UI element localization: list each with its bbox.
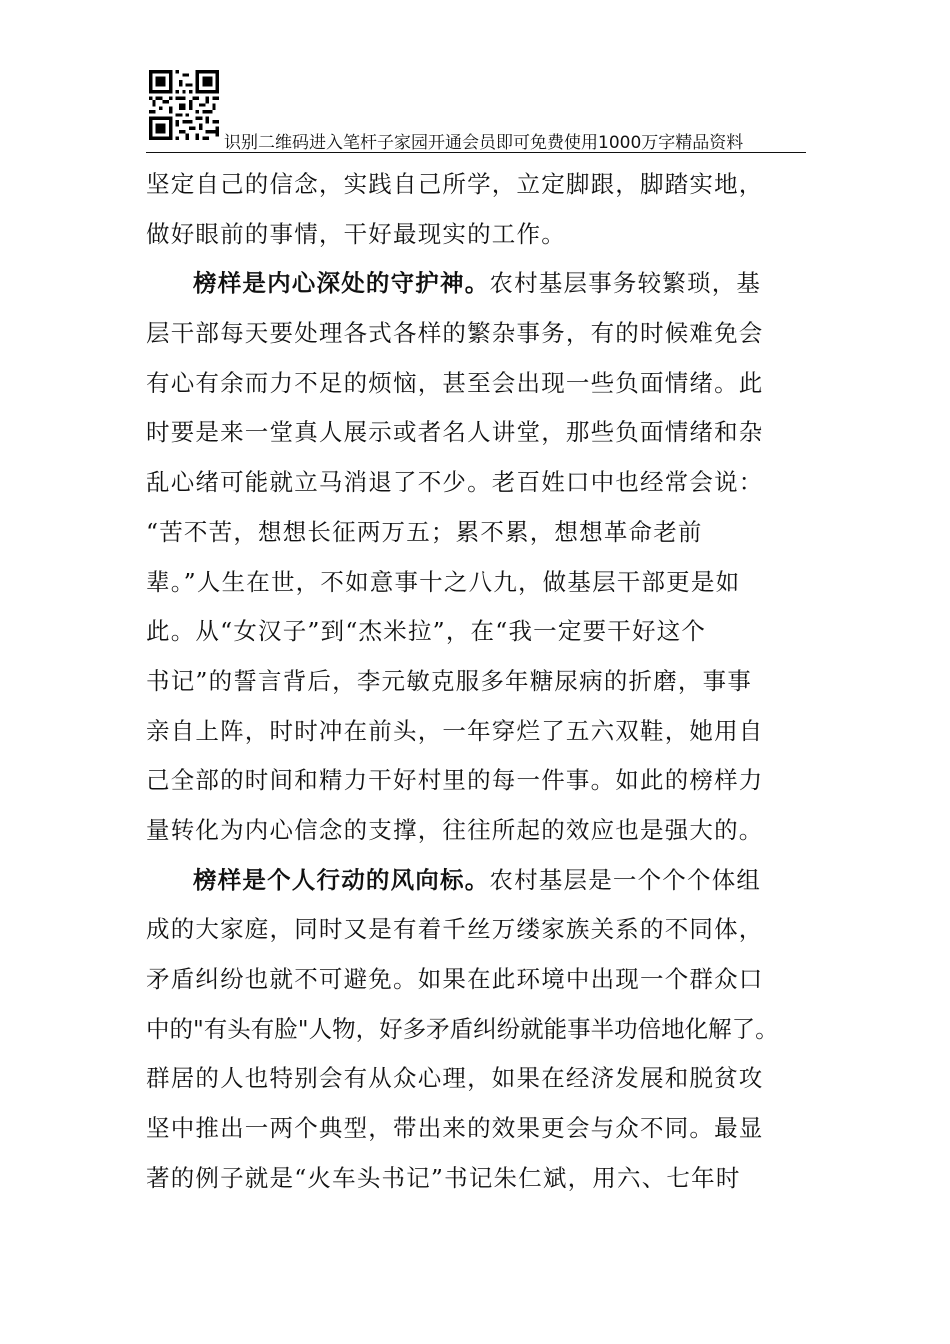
paragraph-text: 农村基层事务较繁琐，基 [489, 269, 762, 298]
paragraph-line: 层干部每天要处理各式各样的繁杂事务，有的时候难免会 [146, 319, 764, 348]
paragraph-line: 矛盾纠纷也就不可避免。如果在此环境中出现一个群众口 [146, 965, 764, 993]
paragraph-line: 坚定自己的信念，实践自己所学，立定脚跟，脚踏实地， [146, 170, 764, 198]
paragraph-line: 己全部的时间和精力干好村里的每一件事。如此的榜样力 [146, 766, 764, 795]
paragraph-first-line [146, 856, 806, 906]
paragraph-line: 做好眼前的事情，干好最现实的工作。 [146, 219, 566, 248]
paragraph-line: 中的"有头有脸"人物，好多矛盾纠纷就能事半功倍地化解了。 [146, 1014, 779, 1043]
paragraph-line: 乱心绪可能就立马消退了不少。老百姓口中也经常会说： [146, 468, 764, 497]
paragraph-heading: 榜样是内心深处的守护神。 [193, 269, 490, 298]
paragraph-heading: 榜样是个人行动的风向标。 [193, 865, 490, 894]
paragraph-line: 亲自上阵，时时冲在前头，一年穿烂了五六双鞋，她用自 [146, 716, 764, 745]
paragraph-line: 有心有余而力不足的烦恼，甚至会出现一些负面情绪。此 [146, 368, 764, 397]
paragraph-line: 此。从“女汉子”到“杰米拉”，在“我一定要干好这个 [146, 617, 707, 646]
paragraph [146, 856, 806, 1204]
paragraph-line: “苦不苦，想想长征两万五；累不累，想想革命老前 [146, 517, 703, 546]
paragraph-first-line [146, 259, 806, 309]
paragraph-line: 坚中推出一两个典型，带出来的效果更会与众不同。最显 [146, 1114, 764, 1143]
paragraph-text: 农村基层是一个个个体组 [489, 865, 762, 894]
header-divider [146, 152, 806, 153]
paragraph-line: 量转化为内心信念的支撑，往往所起的效应也是强大的。 [146, 815, 764, 844]
paragraph [146, 160, 806, 259]
paragraph-line: 著的例子就是“火车头书记”书记朱仁斌，用六、七年时 [146, 1163, 741, 1192]
paragraph-line: 书记”的誓言背后，李元敏克服多年糖尿病的折磨，事事 [146, 666, 753, 695]
paragraph-line: 时要是来一堂真人展示或者名人讲堂，那些负面情绪和杂 [146, 418, 764, 447]
qr-code-icon [146, 70, 222, 140]
paragraph-line: 群居的人也特别会有从众心理，如果在经济发展和脱贫攻 [146, 1064, 764, 1093]
paragraph [146, 259, 806, 855]
header-promo-text: 识别二维码进入笔杆子家园开通会员即可免费使用1000万字精品资料 [224, 133, 744, 153]
document-body [146, 160, 806, 1203]
paragraph-line: 成的大家庭，同时又是有着千丝万缕家族关系的不同体， [146, 915, 764, 944]
paragraph-line: 辈。”人生在世，不如意事十之八九，做基层干部更是如 [146, 567, 741, 596]
